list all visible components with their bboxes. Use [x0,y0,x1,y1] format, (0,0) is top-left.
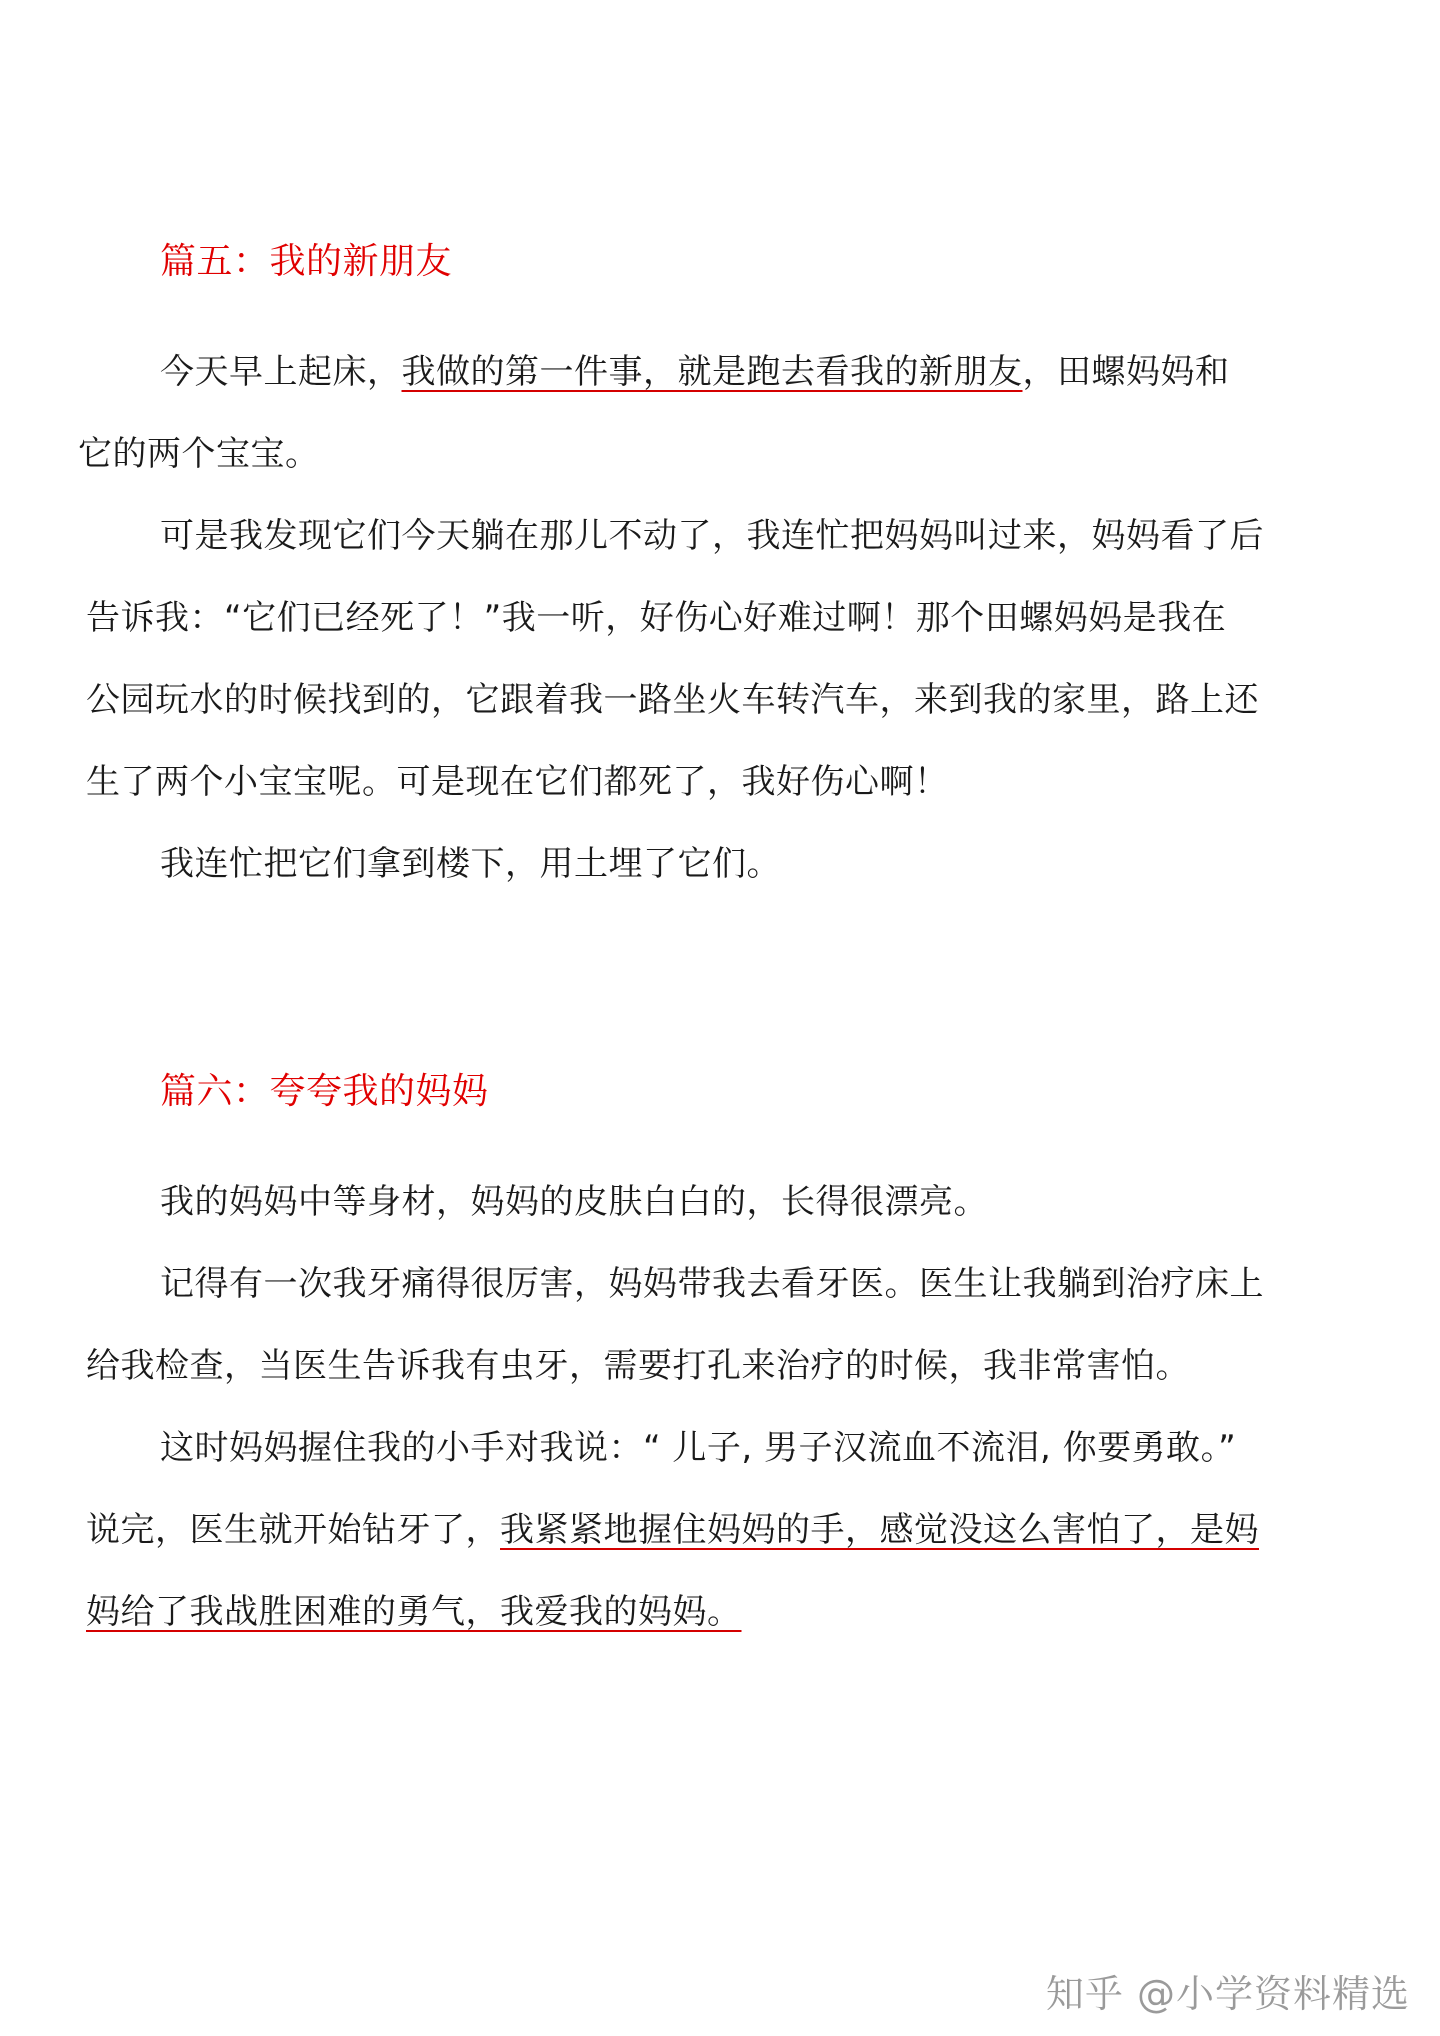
underlined-text: 我做的第一件事，就是跑去看我的新朋友 [401,352,1023,392]
text-segment: ，田螺妈妈和 [1022,352,1230,392]
text-segment: 今天早上起床， [160,352,402,392]
paragraph-line: 告诉我：“它们已经死了！”我一听，好伤心好难过啊！那个田螺妈妈是我在 [86,598,1227,638]
paragraph-line [86,1590,742,1634]
paragraph-line: 这时妈妈握住我的小手对我说：“ 儿子, 男子汉流血不流泪, 你要勇敢。” [160,1428,1237,1468]
paragraph-line: 它的两个宝宝。 [78,434,320,474]
paragraph-line [86,1508,1259,1552]
paragraph-line: 我连忙把它们拿到楼下，用土埋了它们。 [160,844,781,884]
paragraph-line: 给我检查，当医生告诉我有虫牙，需要打孔来治疗的时候，我非常害怕。 [86,1346,1190,1386]
paragraph-line: 记得有一次我牙痛得很厉害，妈妈带我去看牙医。医生让我躺到治疗床上 [160,1264,1264,1304]
paragraph-line: 生了两个小宝宝呢。可是现在它们都死了，我好伤心啊！ [86,762,949,802]
underlined-text: 妈给了我战胜困难的勇气，我爱我的妈妈。 [86,1592,742,1632]
paragraph-line: 我的妈妈中等身材，妈妈的皮肤白白的，长得很漂亮。 [160,1182,988,1222]
text-segment: 说完，医生就开始钻牙了， [86,1510,500,1550]
paragraph-line: 可是我发现它们今天躺在那儿不动了，我连忙把妈妈叫过来，妈妈看了后 [160,516,1264,556]
paragraph-line [160,350,1230,394]
watermark: 知乎 @小学资料精选 [1045,1972,1410,2016]
section-title: 篇六：夸夸我的妈妈 [160,1071,489,1112]
section-title: 篇五：我的新朋友 [160,241,453,282]
paragraph-line: 公园玩水的时候找到的，它跟着我一路坐火车转汽车，来到我的家里，路上还 [86,680,1259,720]
underlined-text: 我紧紧地握住妈妈的手，感觉没这么害怕了，是妈 [500,1510,1259,1550]
